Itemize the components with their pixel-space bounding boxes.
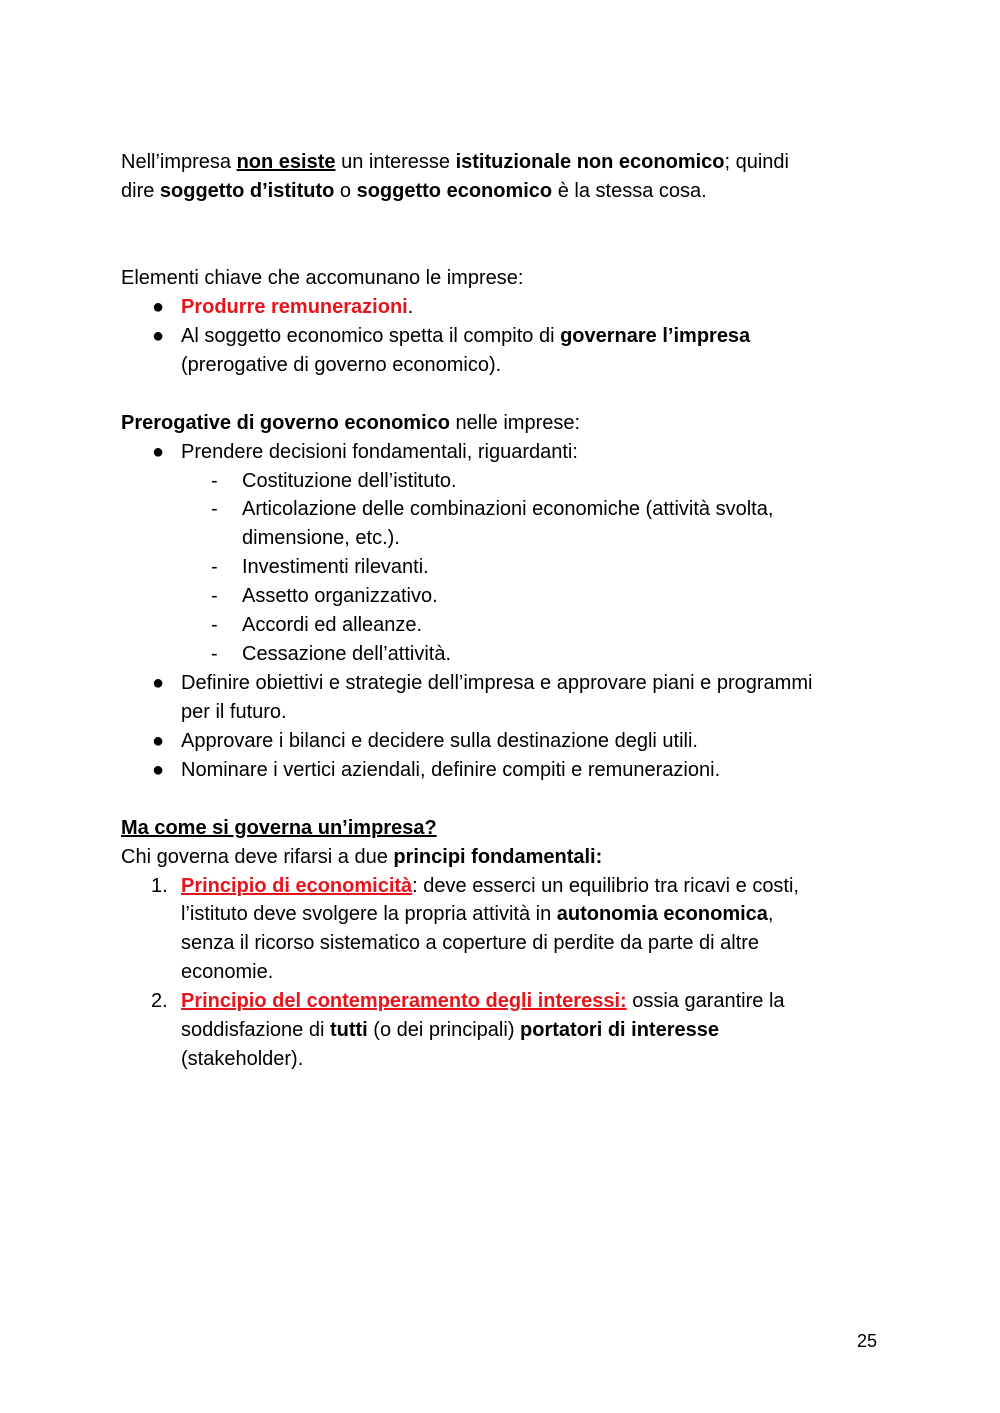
bold-term: soggetto economico [356,180,553,202]
principle-2-line-2 [181,1016,719,1045]
text-run: . [407,296,414,318]
prerogative-bullet-2: Definire obiettivi e strategie dell’impresa e approvare piani e programmi [181,672,813,694]
bullet-marker: ● [152,759,165,781]
dash-marker: - [211,643,218,665]
bold-term: principi fondamentali: [393,846,603,868]
bold-term: governare l’impresa [560,325,751,347]
governo-heading [121,814,437,843]
text-run: nelle imprese: [449,412,581,434]
sub-item-1: Costituzione dell’istituto. [242,470,457,492]
elementi-heading: Elementi chiave che accomunano le imprese: [121,267,524,289]
bold-term: autonomia economica [556,903,768,925]
text-run: : deve esserci un equilibrio tra ricavi e costi, [412,875,799,897]
principle-1-line-1 [181,872,799,901]
bullet-marker: ● [152,296,165,318]
text-run: Chi governa deve rifarsi a due [121,846,394,868]
bullet-marker: ● [152,672,165,694]
sub-item-3: Investimenti rilevanti. [242,556,429,578]
bullet-marker: ● [152,441,165,463]
text-run: , [767,903,774,925]
number-marker: 1. [151,875,168,897]
principle-1-line-2 [181,900,773,929]
page-number: 25 [857,1331,878,1351]
text-run: Al soggetto economico spetta il compito di [181,325,561,347]
text-run: Nell’impresa [121,151,237,173]
bold-term: istituzionale non economico [455,151,725,173]
sub-item-5: Accordi ed alleanze. [242,614,423,636]
elementi-item-2-cont: (prerogative di governo economico). [181,354,502,376]
text-run: (o dei principali) [367,1019,521,1041]
bold-underlined-heading: Ma come si governa un’impresa? [121,817,437,839]
text-run: ; quindi [724,151,789,173]
prerogative-bullet-1: Prendere decisioni fondamentali, riguardanti: [181,441,578,463]
text-run: o [334,180,357,202]
sub-item-2-cont: dimensione, etc.). [242,527,400,549]
bold-underlined-term: non esiste [236,151,336,173]
text-run: dire [121,180,160,202]
sub-item-2: Articolazione delle combinazioni economiche (attività svolta, [242,498,774,520]
dash-marker: - [211,614,218,636]
bullet-marker: ● [152,730,165,752]
prerogative-bullet-4: Nominare i vertici aziendali, definire compiti e remunerazioni. [181,759,721,781]
prerogative-bullet-2-cont: per il futuro. [181,701,287,723]
intro-line-2 [121,177,707,206]
dash-marker: - [211,585,218,607]
prerogative-heading [121,409,580,438]
bold-term: Prerogative di governo economico [121,412,450,434]
text-run: l’istituto deve svolgere la propria attività in [181,903,557,925]
dash-marker: - [211,556,218,578]
principle-1-line-4: economie. [181,961,274,983]
prerogative-bullet-3: Approvare i bilanci e decidere sulla destinazione degli utili. [181,730,698,752]
sub-item-4: Assetto organizzativo. [242,585,438,607]
bold-term: tutti [329,1019,368,1041]
text-run: ossia garantire la [626,990,785,1012]
elementi-item-1 [181,293,413,322]
bold-term: soggetto d’istituto [159,180,335,202]
elementi-item-2 [181,322,750,351]
governo-intro [121,843,602,872]
sub-item-6: Cessazione dell’attività. [242,643,451,665]
number-marker: 2. [151,990,168,1012]
principle-2-line-1 [181,987,785,1016]
text-run: un interesse [335,151,456,173]
text-run: soddisfazione di [181,1019,330,1041]
principle-1-line-3: senza il ricorso sistematico a coperture di perdite da parte di altre [181,932,760,954]
principle-2-line-3: (stakeholder). [181,1048,304,1070]
intro-line-1 [121,148,789,177]
bold-term: portatori di interesse [520,1019,719,1041]
red-bold-underlined-term: Principio di economicità [181,875,413,897]
bullet-marker: ● [152,325,165,347]
text-run: è la stessa cosa. [552,180,707,202]
red-bold-underlined-term: Principio del contemperamento degli interessi: [181,990,627,1012]
dash-marker: - [211,498,218,520]
red-bold-term: Produrre remunerazioni [181,296,408,318]
dash-marker: - [211,470,218,492]
